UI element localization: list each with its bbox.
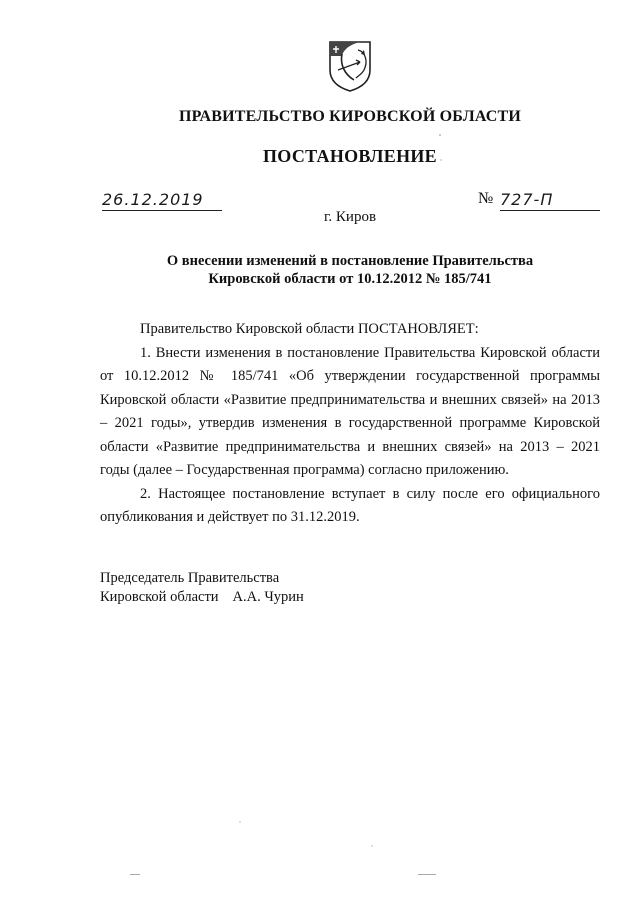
signatory-name: А.А. Чурин	[232, 589, 304, 605]
kirov-coat-of-arms-icon	[328, 40, 372, 92]
signature-block	[100, 569, 500, 607]
number-sign: №	[478, 190, 494, 207]
document-type-heading: ПОСТАНОВЛЕНИЕ	[263, 146, 437, 166]
document-number: 727-П	[500, 190, 600, 211]
signatory-position-line-1: Председатель Правительства	[100, 570, 280, 586]
body-item-1: 1. Внести изменения в постановление Правительства Кировской области от 10.12.2012 № 185/741 «Об утверждении государственной программы Кировской области «Развитие предпринимательства и внешних связей» на 2013 – 2021 годы», утвердив изменения в государственной программе Кировской области «Развитие предпринимательства и внешних связей» на 2013 – 2021 годы (далее – Государственная программа) согласно приложению.	[100, 344, 600, 478]
document-subject	[100, 252, 600, 288]
signatory-position-line-2	[100, 588, 500, 607]
document-city: г. Киров	[323, 209, 377, 225]
subject-line-2: Кировской области от 10.12.2012 № 185/741	[208, 271, 492, 287]
government-title: ПРАВИТЕЛЬСТВО КИРОВСКОЙ ОБЛАСТИ	[178, 108, 522, 125]
document-date: 26.12.2019	[102, 190, 222, 211]
body-preamble: Правительство Кировской области ПОСТАНОВЛЯЕТ:	[140, 321, 479, 337]
signatory-region: Кировской области	[100, 589, 219, 605]
document-body	[100, 318, 600, 530]
body-item-2: 2. Настоящее постановление вступает в силу после его официального опубликования и действует по 31.12.2019.	[100, 485, 600, 525]
subject-line-1: О внесении изменений в постановление Правительства	[166, 253, 534, 269]
